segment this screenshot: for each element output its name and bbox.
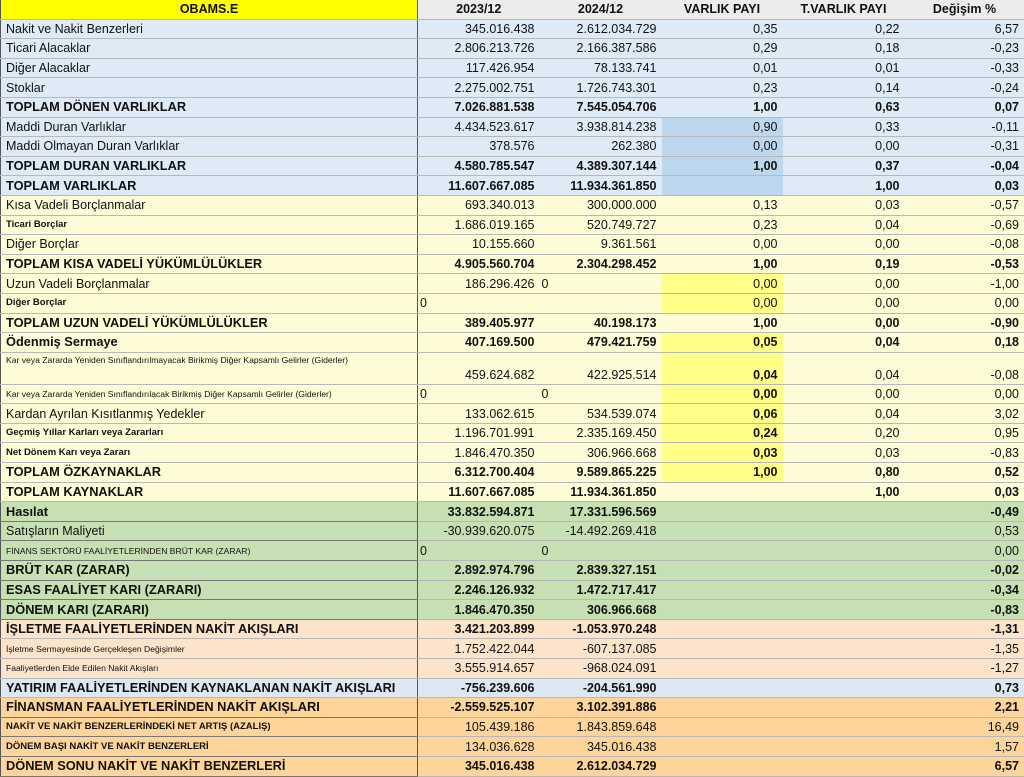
value-2023[interactable]: 1.846.470.350 (418, 600, 540, 620)
table-row (1, 659, 1024, 679)
value-2024[interactable]: 479.421.759 (540, 333, 662, 353)
value-2023[interactable]: 1.686.019.165 (418, 215, 540, 235)
asset-share[interactable] (662, 619, 783, 639)
value-2024[interactable]: 2.166.387.586 (540, 39, 662, 59)
table-row (1, 78, 1024, 98)
value-2024[interactable]: 3.938.814.238 (540, 117, 662, 137)
total-asset-share[interactable] (783, 717, 905, 737)
change-percent[interactable]: 2,21 (905, 698, 1024, 718)
value-2023[interactable]: 11.607.667.085 (418, 482, 540, 502)
asset-share[interactable] (662, 698, 783, 718)
row-label[interactable]: Geçmiş Yıllar Karları veya Zararları (1, 423, 418, 443)
value-2024[interactable]: -968.024.091 (540, 659, 662, 679)
change-percent[interactable]: 0,07 (905, 97, 1024, 117)
asset-share[interactable] (662, 639, 783, 659)
value-2024[interactable]: 0 (540, 274, 662, 294)
change-percent[interactable]: -0,33 (905, 58, 1024, 78)
ticker-cell[interactable]: OBAMS.E (1, 0, 418, 19)
change-percent[interactable]: -0,57 (905, 195, 1024, 215)
row-label[interactable]: TOPLAM DURAN VARLIKLAR (1, 156, 418, 176)
total-asset-share[interactable]: 0,04 (783, 333, 905, 353)
table-row (1, 254, 1024, 274)
header-2024[interactable]: 2024/12 (540, 0, 662, 19)
value-2023[interactable]: -756.239.606 (418, 678, 540, 698)
value-2024[interactable] (540, 293, 662, 313)
total-asset-share[interactable]: 0,00 (783, 137, 905, 157)
value-2024[interactable]: 4.389.307.144 (540, 156, 662, 176)
row-label[interactable]: Kar veya Zararda Yeniden Sınıflandırılacak Birikmiş Diğer Kapsamlı Gelirler (Giderler) (1, 384, 418, 404)
table-row (1, 619, 1024, 639)
row-label[interactable]: Uzun Vadeli Borçlanmalar (1, 274, 418, 294)
asset-share[interactable] (662, 659, 783, 679)
row-label[interactable]: Stoklar (1, 78, 418, 98)
asset-share[interactable]: 1,00 (662, 463, 783, 483)
value-2024[interactable]: -607.137.085 (540, 639, 662, 659)
total-asset-share[interactable] (783, 600, 905, 620)
asset-share[interactable] (662, 737, 783, 757)
total-asset-share[interactable]: 0,00 (783, 293, 905, 313)
header-change[interactable]: Değişim % (905, 0, 1024, 19)
change-percent[interactable]: -0,23 (905, 39, 1024, 59)
value-2023[interactable]: 0 (418, 384, 540, 404)
table-row (1, 333, 1024, 353)
total-asset-share[interactable]: 0,20 (783, 423, 905, 443)
table-row (1, 463, 1024, 483)
change-percent[interactable]: -0,83 (905, 443, 1024, 463)
table-row (1, 352, 1024, 384)
table-row (1, 561, 1024, 581)
value-2023[interactable]: 2.275.002.751 (418, 78, 540, 98)
value-2023[interactable]: 2.246.126.932 (418, 580, 540, 600)
total-asset-share[interactable]: 0,19 (783, 254, 905, 274)
value-2023[interactable]: 3.555.914.657 (418, 659, 540, 679)
change-percent[interactable]: -0,83 (905, 600, 1024, 620)
asset-share[interactable]: 0,35 (662, 19, 783, 39)
change-percent[interactable]: 0,00 (905, 293, 1024, 313)
change-percent[interactable]: -0,04 (905, 156, 1024, 176)
table-row (1, 404, 1024, 424)
asset-share[interactable]: 0,01 (662, 58, 783, 78)
value-2023[interactable]: 459.624.682 (418, 352, 540, 384)
row-label[interactable]: Kar veya Zararda Yeniden Sınıflandırılmayacak Birikmiş Diğer Kapsamlı Gelirler (Giderler) (1, 352, 418, 384)
value-2023[interactable]: 33.832.594.871 (418, 502, 540, 522)
total-asset-share[interactable] (783, 541, 905, 561)
change-percent[interactable]: 0,53 (905, 521, 1024, 541)
row-label[interactable]: TOPLAM VARLIKLAR (1, 176, 418, 196)
asset-share[interactable]: 0,00 (662, 384, 783, 404)
value-2023[interactable]: 1.196.701.991 (418, 423, 540, 443)
value-2024[interactable]: -14.492.269.418 (540, 521, 662, 541)
row-label[interactable]: Kısa Vadeli Borçlanmalar (1, 195, 418, 215)
value-2024[interactable]: 2.612.034.729 (540, 19, 662, 39)
value-2024[interactable]: 2.839.327.151 (540, 561, 662, 581)
header-total-share[interactable]: T.VARLIK PAYI (783, 0, 905, 19)
change-percent[interactable]: -1,35 (905, 639, 1024, 659)
table-row (1, 293, 1024, 313)
row-label[interactable]: Net Dönem Karı veya Zararı (1, 443, 418, 463)
total-asset-share[interactable] (783, 639, 905, 659)
asset-share[interactable] (662, 580, 783, 600)
table-row (1, 117, 1024, 137)
value-2024[interactable]: 1.843.859.648 (540, 717, 662, 737)
row-label[interactable]: Ticari Borçlar (1, 215, 418, 235)
asset-share[interactable] (662, 678, 783, 698)
asset-share[interactable]: 0,13 (662, 195, 783, 215)
table-row (1, 156, 1024, 176)
row-label[interactable]: TOPLAM KISA VADELİ YÜKÜMLÜLÜKLER (1, 254, 418, 274)
value-2023[interactable]: 407.169.500 (418, 333, 540, 353)
row-label[interactable]: TOPLAM UZUN VADELİ YÜKÜMLÜLÜKLER (1, 313, 418, 333)
asset-share[interactable]: 0,29 (662, 39, 783, 59)
change-percent[interactable]: -0,08 (905, 352, 1024, 384)
value-2024[interactable]: 11.934.361.850 (540, 482, 662, 502)
total-asset-share[interactable] (783, 678, 905, 698)
row-label[interactable]: Hasılat (1, 502, 418, 522)
total-asset-share[interactable]: 0,22 (783, 19, 905, 39)
total-asset-share[interactable]: 0,04 (783, 352, 905, 384)
change-percent[interactable]: 0,00 (905, 384, 1024, 404)
asset-share[interactable]: 0,05 (662, 333, 783, 353)
value-2023[interactable]: 117.426.954 (418, 58, 540, 78)
table-row (1, 313, 1024, 333)
row-label[interactable]: Ödenmiş Sermaye (1, 333, 418, 353)
table-row (1, 600, 1024, 620)
total-asset-share[interactable]: 0,37 (783, 156, 905, 176)
table-row (1, 235, 1024, 255)
table-row (1, 39, 1024, 59)
value-2024[interactable]: 345.016.438 (540, 737, 662, 757)
change-percent[interactable]: 6,57 (905, 756, 1024, 776)
table-row (1, 521, 1024, 541)
asset-share[interactable] (662, 600, 783, 620)
change-percent[interactable]: -0,90 (905, 313, 1024, 333)
value-2024[interactable]: 1.726.743.301 (540, 78, 662, 98)
asset-share[interactable]: 1,00 (662, 254, 783, 274)
change-percent[interactable]: 0,18 (905, 333, 1024, 353)
value-2024[interactable]: 262.380 (540, 137, 662, 157)
asset-share[interactable]: 1,00 (662, 156, 783, 176)
value-2023[interactable]: 11.607.667.085 (418, 176, 540, 196)
total-asset-share[interactable]: 0,04 (783, 404, 905, 424)
total-asset-share[interactable]: 1,00 (783, 176, 905, 196)
value-2024[interactable]: 1.472.717.417 (540, 580, 662, 600)
total-asset-share[interactable] (783, 619, 905, 639)
row-label[interactable]: Ticari Alacaklar (1, 39, 418, 59)
table-row (1, 137, 1024, 157)
value-2023[interactable]: -30.939.620.075 (418, 521, 540, 541)
value-2024[interactable]: 422.925.514 (540, 352, 662, 384)
value-2024[interactable]: 0 (540, 541, 662, 561)
change-percent[interactable]: -0,11 (905, 117, 1024, 137)
value-2023[interactable]: 345.016.438 (418, 756, 540, 776)
value-2024[interactable]: 7.545.054.706 (540, 97, 662, 117)
value-2024[interactable]: -204.561.990 (540, 678, 662, 698)
value-2023[interactable]: 3.421.203.899 (418, 619, 540, 639)
row-label[interactable]: NAKİT VE NAKİT BENZERLERİNDEKİ NET ARTIŞ (AZALIŞ) (1, 717, 418, 737)
change-percent[interactable]: -0,08 (905, 235, 1024, 255)
total-asset-share[interactable] (783, 521, 905, 541)
asset-share[interactable] (662, 176, 783, 196)
value-2023[interactable]: 0 (418, 541, 540, 561)
asset-share[interactable]: 0,00 (662, 293, 783, 313)
value-2023[interactable]: 1.752.422.044 (418, 639, 540, 659)
row-label[interactable]: FİNANS SEKTÖRÜ FAALİYETLERİNDEN BRÜT KAR (ZARAR) (1, 541, 418, 561)
total-asset-share[interactable] (783, 659, 905, 679)
total-asset-share[interactable]: 0,18 (783, 39, 905, 59)
value-2024[interactable]: 0 (540, 384, 662, 404)
table-row (1, 717, 1024, 737)
total-asset-share[interactable]: 0,04 (783, 215, 905, 235)
value-2023[interactable]: 2.892.974.796 (418, 561, 540, 581)
asset-share[interactable] (662, 482, 783, 502)
change-percent[interactable]: 0,95 (905, 423, 1024, 443)
asset-share[interactable]: 0,04 (662, 352, 783, 384)
change-percent[interactable]: 16,49 (905, 717, 1024, 737)
change-percent[interactable]: 0,52 (905, 463, 1024, 483)
value-2023[interactable]: 7.026.881.538 (418, 97, 540, 117)
value-2024[interactable]: 11.934.361.850 (540, 176, 662, 196)
total-asset-share[interactable] (783, 737, 905, 757)
total-asset-share[interactable]: 0,00 (783, 384, 905, 404)
asset-share[interactable] (662, 756, 783, 776)
row-label[interactable]: Maddi Duran Varlıklar (1, 117, 418, 137)
table-row (1, 737, 1024, 757)
table-row (1, 678, 1024, 698)
asset-share[interactable]: 0,00 (662, 137, 783, 157)
table-row (1, 176, 1024, 196)
value-2023[interactable]: 378.576 (418, 137, 540, 157)
value-2023[interactable]: 133.062.615 (418, 404, 540, 424)
total-asset-share[interactable] (783, 580, 905, 600)
change-percent[interactable]: 1,57 (905, 737, 1024, 757)
table-row (1, 443, 1024, 463)
value-2023[interactable]: 186.296.426 (418, 274, 540, 294)
change-percent[interactable]: -0,49 (905, 502, 1024, 522)
change-percent[interactable]: 0,03 (905, 482, 1024, 502)
change-percent[interactable]: -0,34 (905, 580, 1024, 600)
asset-share[interactable]: 1,00 (662, 313, 783, 333)
row-label[interactable]: Diğer Borçlar (1, 235, 418, 255)
change-percent[interactable]: -0,31 (905, 137, 1024, 157)
row-label[interactable]: Nakit ve Nakit Benzerleri (1, 19, 418, 39)
asset-share[interactable]: 0,24 (662, 423, 783, 443)
row-label[interactable]: ESAS FAALİYET KARI (ZARARI) (1, 580, 418, 600)
row-label[interactable]: TOPLAM DÖNEN VARLIKLAR (1, 97, 418, 117)
asset-share[interactable] (662, 541, 783, 561)
change-percent[interactable]: 3,02 (905, 404, 1024, 424)
total-asset-share[interactable]: 0,01 (783, 58, 905, 78)
value-2023[interactable]: 4.580.785.547 (418, 156, 540, 176)
row-label[interactable]: TOPLAM ÖZKAYNAKLAR (1, 463, 418, 483)
total-asset-share[interactable]: 1,00 (783, 482, 905, 502)
value-2023[interactable]: 10.155.660 (418, 235, 540, 255)
value-2024[interactable]: 306.966.668 (540, 600, 662, 620)
asset-share[interactable]: 0,06 (662, 404, 783, 424)
row-label[interactable]: Maddi Olmayan Duran Varlıklar (1, 137, 418, 157)
asset-share[interactable] (662, 502, 783, 522)
value-2024[interactable]: 534.539.074 (540, 404, 662, 424)
table-row (1, 215, 1024, 235)
change-percent[interactable]: 0,00 (905, 541, 1024, 561)
total-asset-share[interactable] (783, 502, 905, 522)
value-2023[interactable]: 6.312.700.404 (418, 463, 540, 483)
row-label[interactable]: DÖNEM BAŞI NAKİT VE NAKİT BENZERLERİ (1, 737, 418, 757)
asset-share[interactable]: 0,23 (662, 78, 783, 98)
value-2023[interactable]: -2.559.525.107 (418, 698, 540, 718)
value-2023[interactable]: 693.340.013 (418, 195, 540, 215)
value-2023[interactable]: 345.016.438 (418, 19, 540, 39)
table-row (1, 274, 1024, 294)
change-percent[interactable]: -1,27 (905, 659, 1024, 679)
table-row (1, 384, 1024, 404)
table-row (1, 639, 1024, 659)
row-label[interactable]: İşletme Sermayesinde Gerçekleşen Değişimler (1, 639, 418, 659)
table-row (1, 97, 1024, 117)
asset-share[interactable]: 0,03 (662, 443, 783, 463)
row-label[interactable]: Diğer Alacaklar (1, 58, 418, 78)
table-row (1, 19, 1024, 39)
row-label[interactable]: Diğer Borçlar (1, 293, 418, 313)
asset-share[interactable]: 0,90 (662, 117, 783, 137)
total-asset-share[interactable]: 0,00 (783, 313, 905, 333)
total-asset-share[interactable]: 0,00 (783, 235, 905, 255)
value-2023[interactable]: 389.405.977 (418, 313, 540, 333)
total-asset-share[interactable]: 0,63 (783, 97, 905, 117)
value-2023[interactable]: 4.905.560.704 (418, 254, 540, 274)
row-label[interactable]: YATIRIM FAALİYETLERİNDEN KAYNAKLANAN NAKİT AKIŞLARI (1, 678, 418, 698)
table-row (1, 423, 1024, 443)
asset-share[interactable]: 0,23 (662, 215, 783, 235)
value-2024[interactable]: 3.102.391.886 (540, 698, 662, 718)
value-2023[interactable]: 105.439.186 (418, 717, 540, 737)
table-row (1, 58, 1024, 78)
row-label[interactable]: FİNANSMAN FAALİYETLERİNDEN NAKİT AKIŞLARI (1, 698, 418, 718)
change-percent[interactable]: -0,53 (905, 254, 1024, 274)
total-asset-share[interactable]: 0,14 (783, 78, 905, 98)
table-row (1, 482, 1024, 502)
asset-share[interactable]: 0,00 (662, 274, 783, 294)
table-row (1, 756, 1024, 776)
total-asset-share[interactable] (783, 698, 905, 718)
value-2024[interactable]: 9.361.561 (540, 235, 662, 255)
value-2024[interactable]: 78.133.741 (540, 58, 662, 78)
table-row (1, 502, 1024, 522)
table-row (1, 195, 1024, 215)
row-label[interactable]: DÖNEM SONU NAKİT VE NAKİT BENZERLERİ (1, 756, 418, 776)
row-label[interactable]: BRÜT KAR (ZARAR) (1, 561, 418, 581)
total-asset-share[interactable] (783, 756, 905, 776)
total-asset-share[interactable] (783, 561, 905, 581)
value-2023[interactable]: 1.846.470.350 (418, 443, 540, 463)
value-2023[interactable]: 0 (418, 293, 540, 313)
total-asset-share[interactable]: 0,03 (783, 195, 905, 215)
header-2023[interactable]: 2023/12 (418, 0, 540, 19)
row-label[interactable]: İŞLETME FAALİYETLERİNDEN NAKİT AKIŞLARI (1, 619, 418, 639)
row-label[interactable]: Satışların Maliyeti (1, 521, 418, 541)
value-2024[interactable]: 2.612.034.729 (540, 756, 662, 776)
asset-share[interactable] (662, 521, 783, 541)
change-percent[interactable]: -1,00 (905, 274, 1024, 294)
value-2024[interactable]: -1.053.970.248 (540, 619, 662, 639)
row-label[interactable]: Kardan Ayrılan Kısıtlanmış Yedekler (1, 404, 418, 424)
value-2024[interactable]: 2.304.298.452 (540, 254, 662, 274)
value-2024[interactable]: 306.966.668 (540, 443, 662, 463)
total-asset-share[interactable]: 0,03 (783, 443, 905, 463)
asset-share[interactable] (662, 561, 783, 581)
change-percent[interactable]: 6,57 (905, 19, 1024, 39)
header-row (1, 0, 1024, 19)
header-share[interactable]: VARLIK PAYI (662, 0, 783, 19)
row-label[interactable]: DÖNEM KARI (ZARARI) (1, 600, 418, 620)
value-2024[interactable]: 9.589.865.225 (540, 463, 662, 483)
asset-share[interactable]: 1,00 (662, 97, 783, 117)
value-2024[interactable]: 520.749.727 (540, 215, 662, 235)
value-2024[interactable]: 300.000.000 (540, 195, 662, 215)
change-percent[interactable]: -0,69 (905, 215, 1024, 235)
row-label[interactable]: Faaliyetlerden Elde Edilen Nakit Akışları (1, 659, 418, 679)
change-percent[interactable]: -1,31 (905, 619, 1024, 639)
total-asset-share[interactable]: 0,80 (783, 463, 905, 483)
value-2024[interactable]: 2.335.169.450 (540, 423, 662, 443)
change-percent[interactable]: -0,02 (905, 561, 1024, 581)
change-percent[interactable]: 0,73 (905, 678, 1024, 698)
change-percent[interactable]: 0,03 (905, 176, 1024, 196)
change-percent[interactable]: -0,24 (905, 78, 1024, 98)
asset-share[interactable] (662, 717, 783, 737)
value-2024[interactable]: 40.198.173 (540, 313, 662, 333)
value-2024[interactable]: 17.331.596.569 (540, 502, 662, 522)
value-2023[interactable]: 134.036.628 (418, 737, 540, 757)
table-row (1, 580, 1024, 600)
value-2023[interactable]: 2.806.213.726 (418, 39, 540, 59)
asset-share[interactable]: 0,00 (662, 235, 783, 255)
row-label[interactable]: TOPLAM KAYNAKLAR (1, 482, 418, 502)
total-asset-share[interactable]: 0,00 (783, 274, 905, 294)
table-row (1, 541, 1024, 561)
total-asset-share[interactable]: 0,33 (783, 117, 905, 137)
table-row (1, 698, 1024, 718)
value-2023[interactable]: 4.434.523.617 (418, 117, 540, 137)
